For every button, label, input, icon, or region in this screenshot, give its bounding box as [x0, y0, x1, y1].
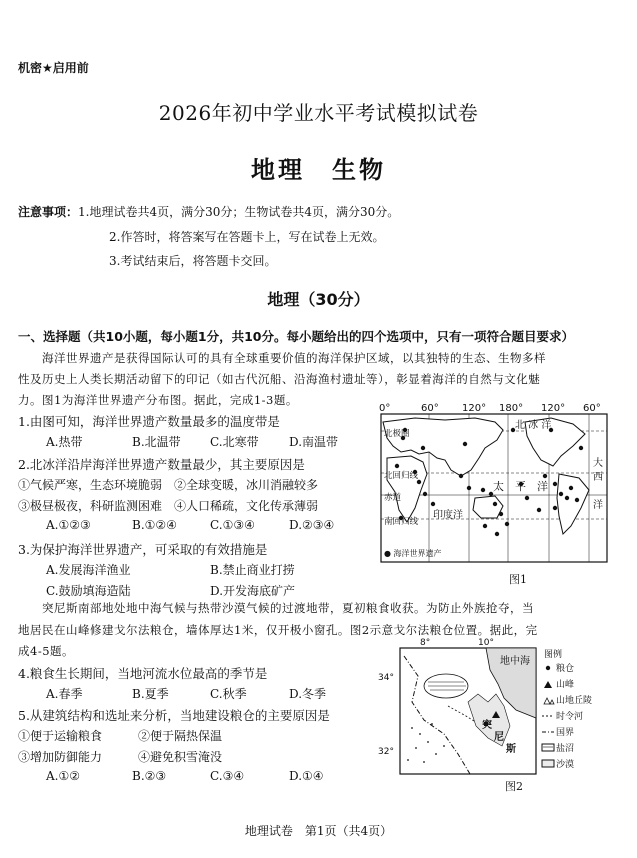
- legend-peak: 山峰: [556, 680, 575, 690]
- q5-line-1: ①便于运输粮食 ②便于隔热保温: [18, 729, 223, 743]
- intro1-line-3: 力。图1为海洋世界遗产分布图。据此，完成1-3题。: [18, 393, 298, 407]
- notice-item-2: 2.作答时，将答案写在答题卡上，写在试卷上无效。: [109, 230, 385, 244]
- q1-option-d: D.南温带: [289, 435, 339, 449]
- legend-salt-marsh: 盐沼: [556, 744, 575, 754]
- legend-hills: 山地丘陵: [556, 696, 593, 706]
- fig1-legend: ● 海洋世界遗产: [384, 549, 442, 558]
- fig1-tropic-cancer: 北回归线: [384, 471, 419, 481]
- page-footer: 地理试卷 第1页（共4页）: [244, 824, 393, 838]
- notice-item-1: 1.地理试卷共4页，满分30分；生物试卷共4页，满分30分。: [78, 205, 400, 219]
- notice-block: [18, 203, 399, 220]
- intro2-line-1: 突尼斯南部地处地中海气候与热带沙漠气候的过渡地带，夏初粮食收获。为防止外族抢夺，当: [18, 601, 534, 615]
- q2-line-1: ①气候严寒，生态环境脆弱 ②全球变暖，冰川消融较多: [18, 478, 319, 492]
- fig2-lon-10: 10°: [478, 638, 494, 648]
- figure2-tunisia-map: [378, 636, 628, 776]
- q3-option-b: B.禁止商业打捞: [210, 563, 295, 577]
- fig1-indian-ocean: 印度洋: [433, 510, 463, 521]
- q2-option-c: C.①③④: [210, 518, 255, 532]
- notice-label: 注意事项：: [18, 205, 79, 219]
- notice-item-3: 3.考试结束后，将答题卡交回。: [109, 254, 277, 268]
- figure2-caption: 图2: [505, 780, 523, 793]
- fig2-sea-label: 地中海: [500, 656, 530, 667]
- fig1-lon-0: 0°: [379, 403, 391, 414]
- legend-desert: 沙漠: [556, 760, 575, 770]
- q4-option-b: B.夏季: [132, 687, 169, 701]
- q5-stem: 5.从建筑结构和选址来分析，当地建设粮仓的主要原因是: [18, 708, 330, 723]
- q2-option-b: B.①②④: [132, 518, 177, 532]
- q2-stem: 2.北冰洋沿岸海洋世界遗产数量最少，其主要原因是: [18, 457, 305, 472]
- fig1-arctic-ocean: 北 冰 洋: [515, 420, 552, 431]
- intro2-line-2: 地居民在山峰修建戈尔法粮仓，墙体厚达1米，仅开极小窗孔。图2示意戈尔法粮仓位置。据此，完: [18, 623, 538, 637]
- fig1-equator: 赤道: [384, 493, 402, 503]
- q1-option-b: B.北温带: [132, 435, 181, 449]
- fig1-atlantic-2: 西: [593, 472, 603, 483]
- q2-option-d: D.②③④: [289, 518, 335, 532]
- q4-option-c: C.秋季: [210, 687, 247, 701]
- legend-granary: 粮仓: [556, 664, 575, 674]
- fig1-lon-60w: 60°: [583, 403, 601, 414]
- fig2-lat-32: 32°: [378, 747, 394, 757]
- fig1-pacific-ocean: 太 平 洋: [493, 480, 548, 493]
- confidential-mark: 机密★启用前: [18, 61, 89, 75]
- q4-option-a: A.春季: [46, 687, 83, 701]
- q4-option-d: D.冬季: [289, 687, 327, 701]
- intro2-line-3: 成4-5题。: [18, 644, 75, 658]
- q2-option-a: A.①②③: [46, 518, 91, 532]
- q3-option-c: C.鼓励填海造陆: [46, 584, 131, 598]
- fig2-country-3: 斯: [506, 744, 516, 755]
- q1-stem: 1.由图可知，海洋世界遗产数量最多的温度带是: [18, 414, 280, 429]
- fig1-lon-60e: 60°: [421, 403, 439, 414]
- q5-option-a: A.①②: [46, 769, 80, 783]
- fig1-lon-180: 180°: [499, 403, 524, 414]
- fig2-lat-34: 34°: [378, 673, 394, 683]
- fig1-atlantic-1: 大: [593, 458, 603, 469]
- q2-line-2: ③极昼极夜，科研监测困难 ④人口稀疏，文化传承薄弱: [18, 499, 319, 513]
- fig1-lon-120e: 120°: [462, 403, 487, 414]
- figure1-world-map: [375, 400, 615, 590]
- figure1-caption: 图1: [509, 573, 527, 586]
- intro1-line-1: 海洋世界遗产是获得国际认可的具有全球重要价值的海洋保护区域，以其独特的生态、生物多样: [18, 351, 546, 365]
- fig1-lon-120w: 120°: [541, 403, 566, 414]
- q5-line-2: ③增加防御能力 ④避免积雪淹没: [18, 750, 223, 764]
- q5-option-c: C.③④: [210, 769, 245, 783]
- section-heading: 地理（30分）: [267, 290, 370, 309]
- fig1-arctic-circle: 北极圈: [384, 429, 410, 439]
- exam-title: 2026年初中学业水平考试模拟试卷: [158, 101, 479, 125]
- q5-option-d: D.①④: [289, 769, 324, 783]
- part-heading: 一、选择题（共10小题，每小题1分，共10分。每小题给出的四个选项中，只有一项符合题目要求）: [18, 329, 574, 344]
- intro1-line-2: 性及历史上人类长期活动留下的印记（如古代沉船、沿海渔村遗址等），彰显着海洋的自然与文化魅: [18, 372, 541, 386]
- q3-stem: 3.为保护海洋世界遗产，可采取的有效措施是: [18, 542, 268, 557]
- fig2-legend-title: 图例: [544, 650, 563, 660]
- q4-stem: 4.粮食生长期间，当地河流水位最高的季节是: [18, 666, 268, 681]
- q1-option-c: C.北寒带: [210, 435, 259, 449]
- fig2-country-2: 尼: [494, 732, 504, 743]
- fig1-tropic-capricorn: 南回归线: [384, 517, 419, 527]
- q3-option-d: D.开发海底矿产: [210, 584, 296, 598]
- q3-option-a: A.发展海洋渔业: [46, 563, 131, 577]
- legend-border: 国界: [556, 728, 575, 738]
- legend-seasonal-river: 时令河: [556, 712, 584, 722]
- exam-subject: 地理 生物: [251, 156, 386, 184]
- fig2-country-1: 突: [482, 720, 492, 731]
- q1-option-a: A.热带: [46, 435, 83, 449]
- fig1-atlantic-3: 洋: [593, 500, 603, 511]
- q5-option-b: B.②③: [132, 769, 167, 783]
- fig2-lon-8: 8°: [420, 638, 431, 648]
